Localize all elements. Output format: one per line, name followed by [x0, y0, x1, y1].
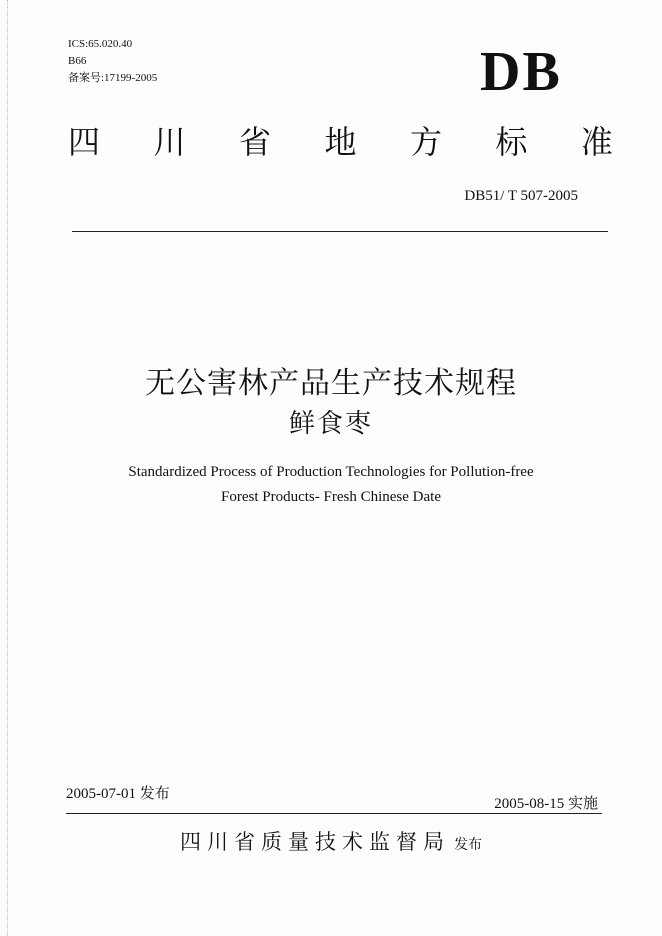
standard-number: DB51/ T 507-2005	[464, 188, 578, 204]
implementation-date: 2005-08-15 实施	[494, 796, 598, 812]
standard-category-title	[68, 122, 613, 162]
record-number: 备案号:17199-2005	[68, 72, 158, 84]
publisher	[0, 826, 662, 856]
top-divider	[72, 231, 608, 232]
category-char: 准	[580, 123, 613, 161]
category-char: 标	[495, 123, 528, 161]
bottom-divider	[66, 813, 602, 814]
class-code: B66	[68, 55, 87, 67]
header-meta	[68, 36, 157, 87]
document-subtitle: 鲜食枣	[288, 409, 373, 439]
category-char: 方	[409, 123, 442, 161]
publish-label: 发布	[454, 837, 482, 853]
category-char: 地	[324, 123, 357, 161]
publisher-name: 四川省质量技术监督局	[180, 830, 450, 854]
ics-code: ICS:65.020.40	[68, 38, 133, 50]
english-title-line-2: Forest Products- Fresh Chinese Date	[221, 489, 441, 505]
db-logo: DB	[480, 41, 562, 103]
category-char: 省	[238, 123, 271, 161]
document-title: 无公害林产品生产技术规程	[145, 366, 517, 401]
category-char: 川	[153, 123, 186, 161]
issue-date: 2005-07-01 发布	[66, 786, 170, 802]
category-char: 四	[68, 123, 101, 161]
english-title-line-1: Standardized Process of Production Technologies for Pollution-free	[128, 464, 534, 480]
